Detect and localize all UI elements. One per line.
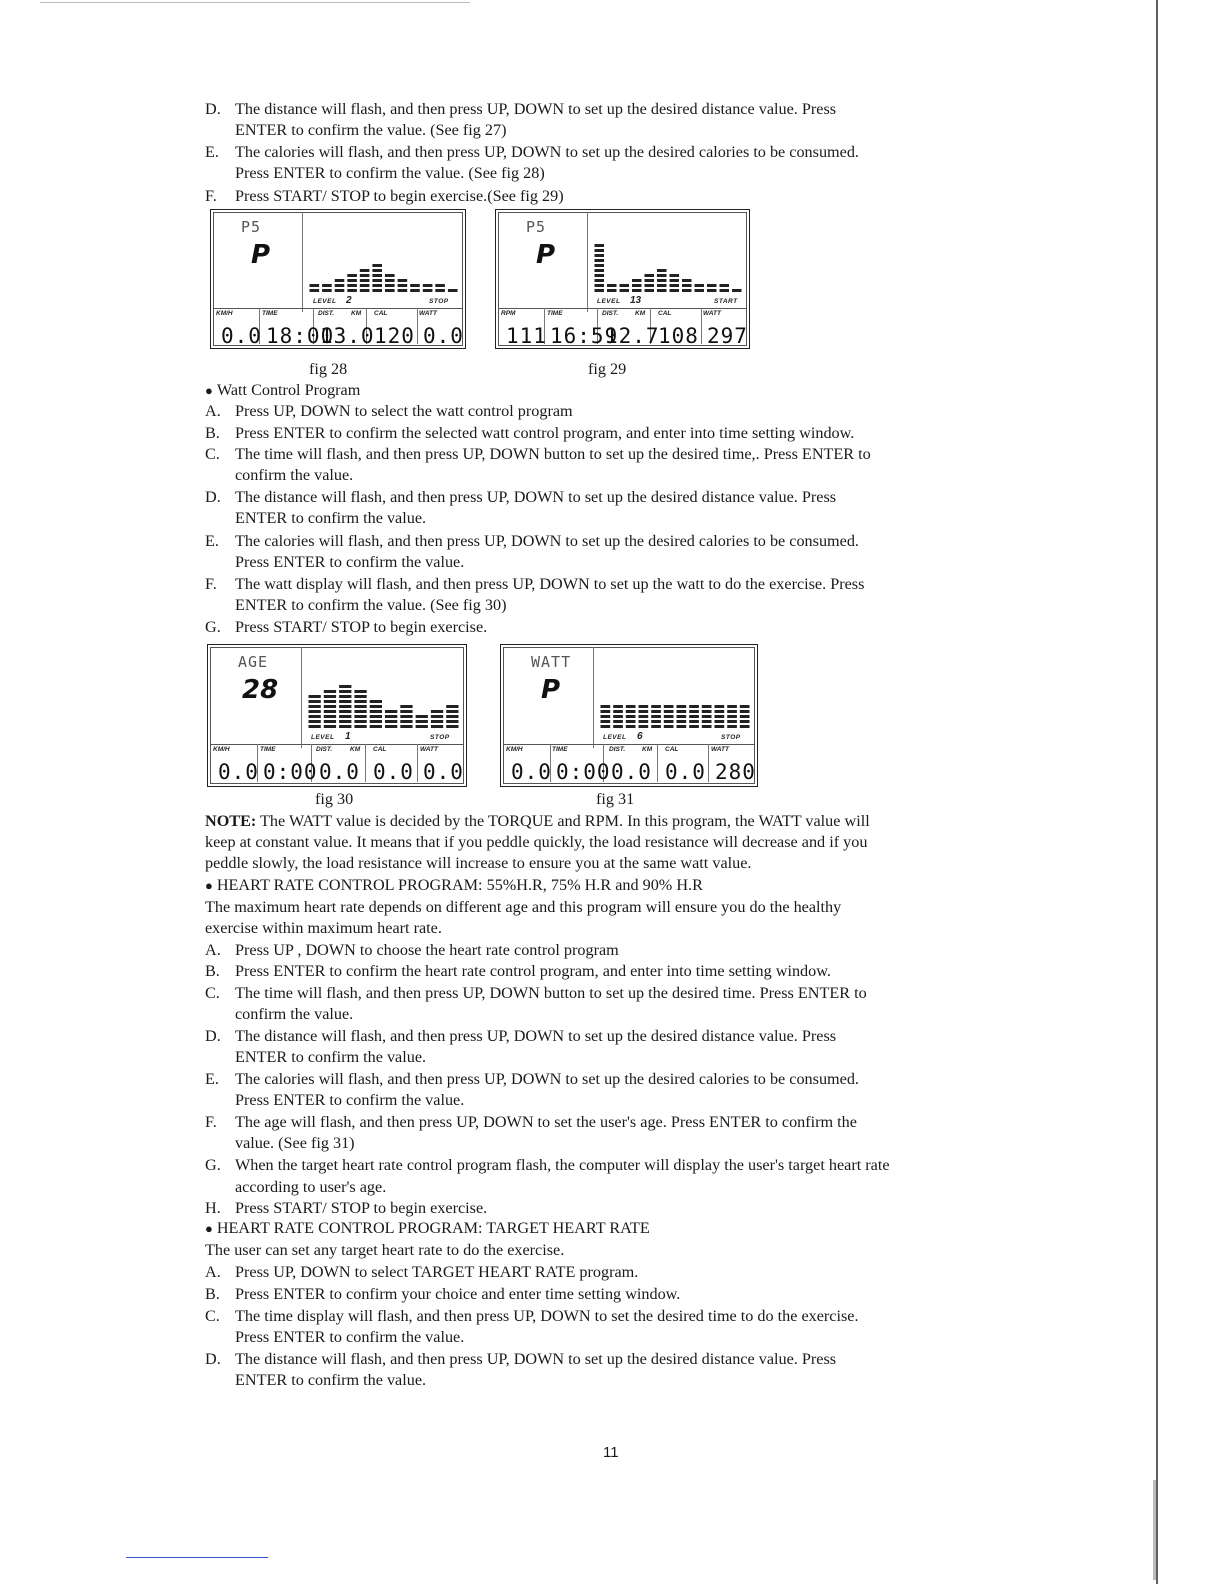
lcd-program-indicator: P — [251, 240, 271, 270]
profile-bar — [620, 284, 630, 292]
lcd-program-indicator: P — [541, 675, 561, 705]
step-text: The distance will flash, and then press UP, DOWN to set up the desired distance value. Press — [235, 100, 837, 118]
lcd-profile-chart — [593, 224, 743, 296]
lcd-row-divider — [498, 308, 747, 309]
lcd-column-header: WATT — [420, 746, 438, 753]
lcd-column-header: CAL — [658, 310, 672, 317]
lcd-row-divider — [503, 744, 755, 745]
lcd-column-header: WATT — [711, 746, 729, 753]
profile-bar — [385, 274, 395, 292]
scan-edge-right-shadow — [1153, 1480, 1156, 1580]
profile-bar — [335, 279, 345, 292]
profile-bar — [423, 284, 433, 292]
step-label: C. — [205, 445, 220, 463]
step-text-continued: Press ENTER to confirm the value. (See fig 28) — [235, 164, 545, 182]
profile-bar — [645, 274, 655, 292]
lcd-column-header: KM — [350, 746, 361, 753]
step-label: A. — [205, 941, 221, 959]
lcd-column-header: TIME — [262, 310, 278, 317]
step-text: The distance will flash, and then press UP, DOWN to set up the desired distance value. Press — [235, 1027, 837, 1045]
thr-intro: The user can set any target heart rate to do the exercise. — [205, 1241, 565, 1259]
lcd-reading: 0.0 — [611, 760, 652, 784]
profile-bar — [370, 700, 382, 728]
lcd-column-header: DIST. — [318, 310, 335, 317]
step-text: The distance will flash, and then press UP, DOWN to set up the desired distance value. Press — [235, 488, 837, 506]
step-text: The calories will flash, and then press UP, DOWN to set up the desired calories to be consumed. — [235, 532, 859, 550]
lcd-profile-chart — [307, 659, 460, 732]
note-label: NOTE: — [205, 812, 257, 830]
lcd-reading: 0.0 — [511, 760, 552, 784]
profile-bar — [740, 705, 750, 728]
lcd-profile-chart — [308, 224, 459, 296]
lcd-level-indicator: LEVEL — [311, 734, 335, 741]
step-text: Press START/ STOP to begin exercise. — [235, 618, 488, 636]
profile-bar — [372, 264, 382, 292]
lcd-column-header: KM — [635, 310, 646, 317]
profile-bar — [360, 269, 370, 292]
hr-program-title: HEART RATE CONTROL PROGRAM: 55%H.R, 75% H.R and 90% H.R — [216, 876, 703, 894]
profile-bar — [720, 284, 730, 292]
lcd-column-header: DIST. — [609, 746, 626, 753]
lcd-column-header: CAL — [374, 310, 388, 317]
step-text: The watt display will flash, and then press UP, DOWN to set up the watt to do the exercise. Press — [235, 575, 865, 593]
step-label: D. — [205, 488, 221, 506]
step-label: F. — [205, 187, 217, 205]
profile-bar — [613, 705, 623, 728]
scan-edge-top — [40, 2, 470, 3]
step-label: C. — [205, 984, 220, 1002]
step-text: The time will flash, and then press UP, DOWN button to set up the desired time,. Press ENTER to — [235, 445, 871, 463]
step-text: Press START/ STOP to begin exercise.(See fig 29) — [235, 187, 564, 205]
lcd-column-header: TIME — [260, 746, 276, 753]
lcd-column-header: CAL — [665, 746, 679, 753]
lcd-level-indicator: LEVEL — [603, 734, 627, 741]
fig-30-caption: fig 30 — [315, 790, 354, 808]
profile-bar — [689, 705, 699, 728]
step-text-continued: confirm the value. — [235, 1005, 354, 1023]
lcd-column-header: WATT — [703, 310, 721, 317]
watt-program-title: Watt Control Program — [216, 381, 361, 399]
lcd-reading: 0:00 — [263, 760, 318, 784]
profile-bar — [398, 279, 408, 292]
bullet-icon: ● — [205, 1221, 213, 1236]
lcd-reading: 0.0 — [665, 760, 706, 784]
profile-bar — [639, 705, 649, 728]
lcd-reading: 16:59 — [550, 324, 619, 348]
profile-bar — [410, 284, 420, 292]
profile-bar — [715, 705, 725, 728]
step-label: D. — [205, 1350, 221, 1368]
lcd-column-divider — [701, 308, 702, 344]
profile-bar — [400, 705, 412, 728]
hr-intro-line-1: The maximum heart rate depends on different age and this program will ensure you do the healthy — [205, 898, 842, 916]
step-text-continued: ENTER to confirm the value. (See fig 27) — [235, 121, 507, 139]
lcd-reading: 12.7 — [605, 324, 660, 348]
note-line-3: peddle slowly, the load resistance will increase to ensure you at the same watt value. — [205, 854, 752, 872]
note-line-2: keep at constant value. It means that if you peddle quickly, the load resistance will decrease and if you — [205, 833, 868, 851]
step-text-continued: ENTER to confirm the value. — [235, 1371, 427, 1389]
lcd-column-divider — [417, 744, 418, 782]
lcd-column-divider — [657, 744, 658, 782]
lcd-status-indicator: START — [714, 298, 738, 305]
step-label: B. — [205, 962, 220, 980]
step-label: C. — [205, 1307, 220, 1325]
profile-bar — [727, 705, 737, 728]
lcd-mode-label: P5 — [526, 218, 547, 236]
lcd-reading: 13.0 — [320, 324, 375, 348]
profile-bar — [626, 705, 636, 728]
step-label: F. — [205, 1113, 217, 1131]
fig-29-caption: fig 29 — [588, 360, 627, 378]
step-label: A. — [205, 402, 221, 420]
lcd-reading: 111 — [506, 324, 547, 348]
step-text: Press ENTER to confirm the selected watt control program, and enter into time setting window. — [235, 424, 855, 442]
step-text: The time will flash, and then press UP, DOWN button to set up the desired time. Press ENTER to — [235, 984, 867, 1002]
lcd-program-indicator: P — [536, 240, 556, 270]
step-text-continued: ENTER to confirm the value. (See fig 30) — [235, 596, 507, 614]
lcd-display-fig-31 — [500, 644, 758, 787]
lcd-column-divider — [417, 308, 418, 344]
step-text: Press ENTER to confirm your choice and enter time setting window. — [235, 1285, 681, 1303]
lcd-column-divider — [708, 744, 709, 782]
watt-program-heading — [205, 380, 360, 401]
step-label: D. — [205, 100, 221, 118]
profile-bar — [664, 705, 674, 728]
profile-bar — [446, 705, 458, 728]
step-text: Press START/ STOP to begin exercise. — [235, 1199, 488, 1217]
footnote-rule — [126, 1557, 268, 1558]
fig-28-caption: fig 28 — [309, 360, 348, 378]
profile-bar — [670, 274, 680, 292]
lcd-mode-label: WATT — [531, 653, 572, 671]
lcd-divider — [301, 647, 302, 748]
lcd-reading: 0.0 — [423, 760, 464, 784]
lcd-mode-label: P5 — [241, 218, 262, 236]
lcd-mode-label: AGE — [238, 653, 269, 671]
lcd-column-header: CAL — [373, 746, 387, 753]
lcd-program-indicator: 28 — [242, 675, 279, 705]
lcd-row-divider — [210, 744, 464, 745]
step-text-continued: ENTER to confirm the value. — [235, 1048, 427, 1066]
step-text-continued: according to user's age. — [235, 1178, 387, 1196]
lcd-divider — [302, 212, 303, 312]
profile-bar — [435, 284, 445, 292]
profile-bar — [309, 695, 321, 728]
step-text: The age will flash, and then press UP, DOWN to set the user's age. Press ENTER to confirm the — [235, 1113, 857, 1131]
step-text: The distance will flash, and then press UP, DOWN to set up the desired distance value. Press — [235, 1350, 837, 1368]
step-text: The calories will flash, and then press UP, DOWN to set up the desired calories to be consumed. — [235, 1070, 859, 1088]
lcd-column-header: KM — [642, 746, 653, 753]
profile-bar — [385, 710, 397, 728]
lcd-column-header: RPM — [501, 310, 516, 317]
profile-bar — [657, 269, 667, 292]
step-text: Press UP, DOWN to select TARGET HEART RATE program. — [235, 1263, 639, 1281]
lcd-reading: 0:00 — [556, 760, 611, 784]
step-text-continued: confirm the value. — [235, 466, 354, 484]
scan-edge-right — [1156, 0, 1158, 1584]
step-text: When the target heart rate control program flash, the computer will display the user's target heart rate — [235, 1156, 890, 1174]
lcd-level-indicator: LEVEL — [597, 298, 621, 305]
profile-bar — [339, 685, 351, 728]
lcd-column-header: KM/H — [213, 746, 230, 753]
step-text-continued: Press ENTER to confirm the value. — [235, 1091, 465, 1109]
profile-bar — [347, 274, 357, 292]
thr-program-heading — [205, 1218, 650, 1239]
profile-bar — [601, 705, 611, 728]
note-paragraph — [205, 811, 870, 832]
profile-bar — [677, 705, 687, 728]
lcd-level-value: 13 — [630, 295, 642, 306]
step-text: Press ENTER to confirm the heart rate control program, and enter into time setting window. — [235, 962, 831, 980]
lcd-status-indicator: STOP — [429, 298, 449, 305]
lcd-column-header: DIST. — [602, 310, 619, 317]
lcd-reading: 108 — [658, 324, 699, 348]
step-text-continued: Press ENTER to confirm the value. — [235, 553, 465, 571]
page-number: 11 — [603, 1444, 619, 1461]
lcd-display-fig-28 — [210, 209, 466, 349]
lcd-reading: 297 — [707, 324, 748, 348]
step-label: A. — [205, 1263, 221, 1281]
fig-31-caption: fig 31 — [596, 790, 635, 808]
step-label: G. — [205, 1156, 221, 1174]
step-text: The time display will flash, and then press UP, DOWN to set the desired time to do the exercise. — [235, 1307, 859, 1325]
bullet-icon: ● — [205, 383, 213, 398]
bullet-icon: ● — [205, 878, 213, 893]
lcd-level-value: 2 — [346, 295, 352, 306]
profile-bar — [632, 279, 642, 292]
lcd-row-divider — [213, 308, 463, 309]
lcd-reading: 18:00 — [266, 324, 335, 348]
step-label: B. — [205, 1285, 220, 1303]
lcd-reading: 280 — [715, 760, 756, 784]
lcd-reading: 0.0 — [319, 760, 360, 784]
profile-bar — [310, 284, 320, 292]
lcd-column-header: KM/H — [216, 310, 233, 317]
step-text-continued: value. (See fig 31) — [235, 1134, 355, 1152]
step-label: E. — [205, 143, 219, 161]
lcd-profile-chart — [599, 659, 751, 732]
lcd-divider — [593, 647, 594, 748]
lcd-column-header: TIME — [547, 310, 563, 317]
lcd-reading: 0.0 — [373, 760, 414, 784]
profile-bar — [448, 289, 458, 292]
lcd-status-indicator: STOP — [721, 734, 741, 741]
lcd-reading: 0.0 — [221, 324, 262, 348]
lcd-column-header: KM/H — [506, 746, 523, 753]
lcd-column-header: KM — [351, 310, 362, 317]
lcd-level-value: 6 — [637, 731, 643, 742]
profile-bar — [732, 289, 742, 292]
profile-bar — [707, 284, 717, 292]
lcd-column-header: WATT — [419, 310, 437, 317]
step-text-continued: Press ENTER to confirm the value. — [235, 1328, 465, 1346]
lcd-display-fig-30 — [207, 644, 467, 787]
profile-bar — [595, 244, 605, 292]
hr-intro-line-2: exercise within maximum heart rate. — [205, 919, 442, 937]
profile-bar — [682, 279, 692, 292]
profile-bar — [431, 710, 443, 728]
profile-bar — [324, 690, 336, 728]
profile-bar — [695, 284, 705, 292]
lcd-level-indicator: LEVEL — [313, 298, 337, 305]
note-line-1: The WATT value is decided by the TORQUE and RPM. In this program, the WATT value will — [260, 812, 870, 830]
profile-bar — [651, 705, 661, 728]
profile-bar — [322, 284, 332, 292]
step-label: E. — [205, 532, 219, 550]
step-label: F. — [205, 575, 217, 593]
lcd-column-divider — [365, 744, 366, 782]
step-label: H. — [205, 1199, 221, 1217]
lcd-divider — [587, 212, 588, 312]
lcd-reading: 0.0 — [423, 324, 464, 348]
lcd-level-value: 1 — [345, 731, 351, 742]
lcd-display-fig-29 — [495, 209, 750, 349]
step-label: B. — [205, 424, 220, 442]
profile-bar — [607, 284, 617, 292]
step-label: E. — [205, 1070, 219, 1088]
step-text: Press UP , DOWN to choose the heart rate control program — [235, 941, 619, 959]
thr-program-title: HEART RATE CONTROL PROGRAM: TARGET HEART RATE — [216, 1219, 650, 1237]
step-text: Press UP, DOWN to select the watt control program — [235, 402, 573, 420]
lcd-column-header: DIST. — [316, 746, 333, 753]
lcd-reading: 120 — [374, 324, 415, 348]
step-label: D. — [205, 1027, 221, 1045]
lcd-status-indicator: STOP — [430, 734, 450, 741]
profile-bar — [354, 690, 366, 728]
lcd-column-header: TIME — [552, 746, 568, 753]
step-text-continued: ENTER to confirm the value. — [235, 509, 427, 527]
profile-bar — [416, 715, 428, 728]
lcd-reading: 0.0 — [218, 760, 259, 784]
step-text: The calories will flash, and then press UP, DOWN to set up the desired calories to be consumed. — [235, 143, 859, 161]
profile-bar — [702, 705, 712, 728]
step-label: G. — [205, 618, 221, 636]
hr-program-heading — [205, 875, 703, 896]
